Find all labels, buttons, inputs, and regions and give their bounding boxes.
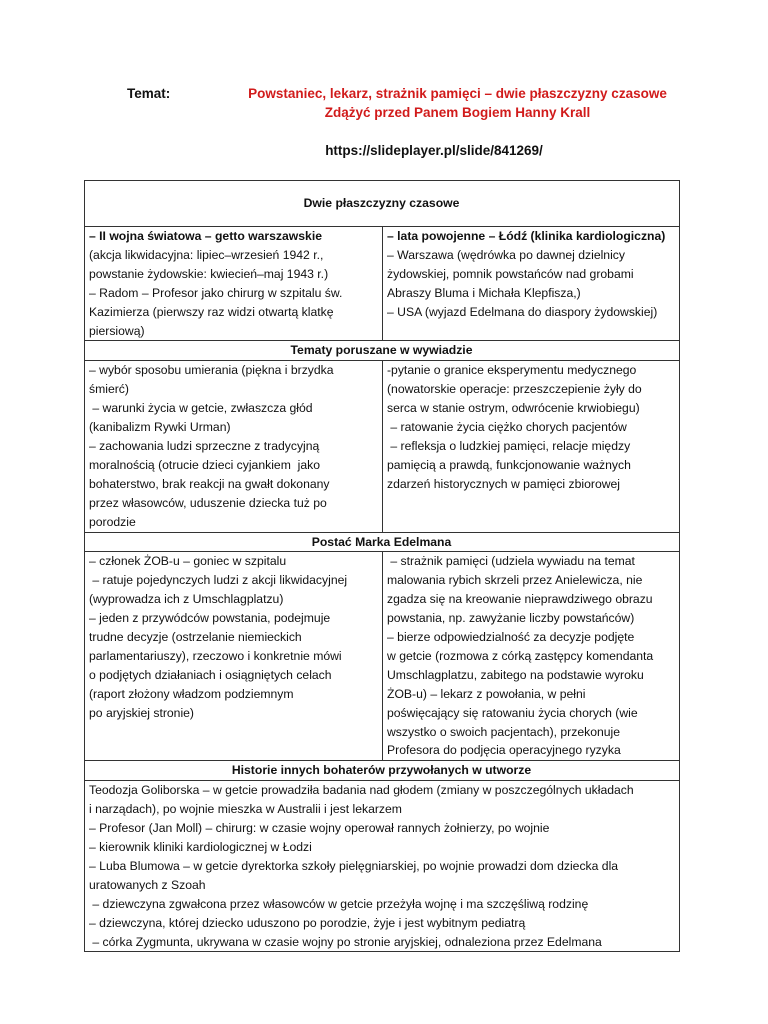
edelman-heading-row bbox=[85, 532, 680, 552]
text-line: zgadza się na kreowanie nieprawdziwego obrazu bbox=[387, 592, 653, 607]
text-line: (raport złożony władzom podziemnym bbox=[89, 686, 294, 701]
edelman-row bbox=[85, 552, 680, 761]
text-line: – córka Zygmunta, ukrywana w czasie wojny po stronie aryjskiej, odnaleziona przez Edelmana bbox=[89, 934, 602, 949]
section-heading: Tematy poruszane w wywiadzie bbox=[85, 341, 680, 361]
topics-heading-row bbox=[85, 341, 680, 361]
text-line: – Warszawa (wędrówka po dawnej dzielnicy bbox=[387, 247, 625, 262]
text-line: -pytanie o granice eksperymentu medycznego bbox=[387, 363, 637, 378]
text-line: (akcja likwidacyjna: lipiec–wrzesień 1942 r., bbox=[89, 247, 324, 262]
text-line: moralnością (otrucie dzieci cyjankiem jako bbox=[89, 457, 320, 472]
text-line: parlamentariuszy), rzeczowo i konkretnie mówi bbox=[89, 648, 342, 663]
topic-title: Powstaniec, lekarz, strażnik pamięci – dwie płaszczyzny czasowe bbox=[248, 86, 667, 101]
topics-right-cell bbox=[383, 361, 680, 532]
topics-left-cell bbox=[85, 361, 383, 532]
text-line: malowania rybich skrzeli przez Anielewicza, nie bbox=[387, 573, 643, 588]
text-line: – dziewczyna, której dziecko uduszono po porodzie, żyje i jest wybitnym pediatrą bbox=[89, 915, 526, 930]
text-line: – jeden z przywódców powstania, podejmuje bbox=[89, 611, 331, 626]
text-line: – lata powojenne – Łódź (klinika kardiologiczna) bbox=[387, 229, 666, 243]
text-line: (nowatorskie operacje: przeszczepienie żyły do bbox=[387, 382, 642, 397]
text-line: i narządach), po wojnie mieszka w Australii i jest lekarzem bbox=[89, 802, 402, 817]
text-line: serca w stanie ostrym, odwrócenie krwiobiegu) bbox=[387, 401, 640, 416]
table-heading: Dwie płaszczyzny czasowe bbox=[85, 181, 680, 227]
text-line: – II wojna światowa – getto warszawskie bbox=[89, 229, 322, 243]
others-heading-row bbox=[85, 761, 680, 781]
text-line: – Luba Blumowa – w getcie dyrektorka szkoły pielęgniarskiej, po wojnie prowadzi dom dziecka dla bbox=[89, 858, 619, 873]
source-url[interactable]: https://slideplayer.pl/slide/841269/ bbox=[325, 143, 543, 158]
table-header-row bbox=[85, 181, 680, 227]
topics-row bbox=[85, 361, 680, 532]
text-line: ŻOB-u) – lekarz z powołania, w pełni bbox=[387, 686, 586, 701]
time-planes-row bbox=[85, 227, 680, 341]
text-line: pamięcią a prawdą, funkcjonowanie ważnych bbox=[387, 457, 631, 472]
others-cell bbox=[85, 781, 680, 952]
text-line: o podjętych działaniach i osiągniętych celach bbox=[89, 667, 332, 682]
others-row bbox=[85, 781, 680, 952]
text-line: – bierze odpowiedzialność za decyzje podjęte bbox=[387, 630, 635, 645]
text-line: – Radom – Profesor jako chirurg w szpitalu św. bbox=[89, 285, 343, 300]
edelman-right-cell bbox=[383, 552, 680, 761]
text-line: po aryjskiej stronie) bbox=[89, 705, 194, 720]
text-line: Kazimierza (pierwszy raz widzi otwartą klatkę bbox=[89, 304, 334, 319]
text-line: – ratuje pojedynczych ludzi z akcji likwidacyjnej bbox=[89, 573, 348, 588]
text-line: uratowanych z Szoah bbox=[89, 877, 206, 892]
section-heading: Historie innych bohaterów przywołanych w utworze bbox=[85, 761, 680, 781]
time-plane-postwar-cell bbox=[383, 227, 680, 341]
text-line: powstanie żydowskie: kwiecień–maj 1943 r.) bbox=[89, 266, 329, 281]
text-line: przez własowców, uduszenie dziecka tuż po bbox=[89, 495, 327, 510]
text-line: (wyprowadza ich z Umschlagplatzu) bbox=[89, 592, 284, 607]
text-line: – Profesor (Jan Moll) – chirurg: w czasie wojny operował rannych żołnierzy, po wojnie bbox=[89, 821, 550, 836]
text-line: – dziewczyna zgwałcona przez własowców w getcie przeżyła wojnę i ma szczęśliwą rodzinę bbox=[89, 896, 589, 911]
text-line: – członek ŻOB-u – goniec w szpitalu bbox=[89, 554, 287, 569]
edelman-left-cell bbox=[85, 552, 383, 761]
text-line: porodzie bbox=[89, 514, 136, 529]
text-line: wszystko o swoich pacjentach), przekonuje bbox=[387, 724, 621, 739]
text-line: powstania, np. zawyżanie liczby powstańców) bbox=[387, 611, 635, 626]
text-line: Teodozja Goliborska – w getcie prowadziła badania nad głodem (zmiany w poszczególnych układach bbox=[89, 783, 634, 798]
time-plane-wartime-cell bbox=[85, 227, 383, 341]
text-line: (kanibalizm Rywki Urman) bbox=[89, 420, 231, 435]
text-line: – strażnik pamięci (udziela wywiadu na temat bbox=[387, 554, 635, 569]
text-line: Abraszy Bluma i Michała Klepfisza,) bbox=[387, 285, 581, 300]
text-line: piersiową) bbox=[89, 323, 145, 338]
text-line: – refleksja o ludzkiej pamięci, relacje między bbox=[387, 438, 631, 453]
text-line: trudne decyzje (ostrzelanie niemieckich bbox=[89, 630, 302, 645]
text-line: Umschlagplatzu, zabitego na podstawie wyroku bbox=[387, 667, 644, 682]
text-line: – wybór sposobu umierania (piękna i brzydka bbox=[89, 363, 334, 378]
text-line: w getcie (rozmowa z córką zastępcy komendanta bbox=[387, 648, 654, 663]
topic-label: Temat: bbox=[127, 86, 171, 101]
text-line: – kierownik kliniki kardiologicznej w Łodzi bbox=[89, 840, 312, 854]
text-line: Profesora do podjęcia operacyjnego ryzyka bbox=[387, 743, 621, 758]
text-line: – ratowanie życia ciężko chorych pacjentów bbox=[387, 420, 627, 435]
text-line: śmierć) bbox=[89, 382, 129, 397]
text-line: – zachowania ludzi sprzeczne z tradycyjną bbox=[89, 438, 320, 453]
notes-table bbox=[84, 180, 680, 952]
text-line: żydowskiej, pomnik powstańców nad grobami bbox=[387, 266, 634, 281]
topic-subtitle: Zdążyć przed Panem Bogiem Hanny Krall bbox=[324, 105, 591, 120]
text-line: bohaterstwo, brak reakcji na gwałt dokonany bbox=[89, 476, 330, 491]
text-line: – USA (wyjazd Edelmana do diaspory żydowskiej) bbox=[387, 304, 658, 319]
text-line: poświęcający się ratowaniu życia chorych (wie bbox=[387, 705, 638, 720]
text-line: zdarzeń historycznych w pamięci zbiorowej bbox=[387, 476, 621, 491]
section-heading: Postać Marka Edelmana bbox=[85, 532, 680, 552]
text-line: – warunki życia w getcie, zwłaszcza głód bbox=[89, 401, 313, 416]
